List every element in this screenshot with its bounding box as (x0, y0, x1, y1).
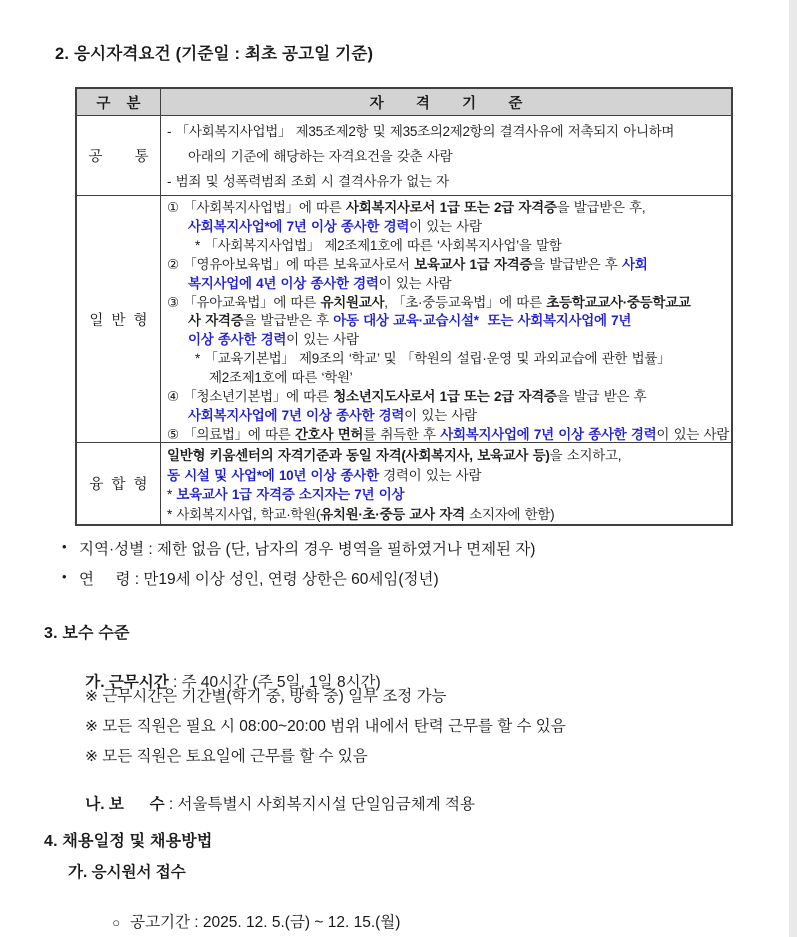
highlighted-text: 사회 (621, 256, 648, 272)
text-line (167, 312, 725, 331)
highlighted-text: 보육교사 1급 자격증 소지자는 7년 이상 (176, 487, 405, 502)
text-segment: 사회복지사로서 1급 또는 2급 자격증 (345, 200, 557, 215)
scrollbar-track[interactable] (789, 0, 797, 937)
highlighted-text: 사회복지사업*에 7년 이상 종사한 경력 (188, 218, 410, 234)
text-segment: 이 있는 사람 (378, 275, 452, 291)
text-line (167, 426, 729, 442)
bullet-icon: • (62, 539, 67, 554)
text-line (167, 275, 725, 294)
text-segment: ⑤ 「의료법」에 따른 (167, 426, 296, 442)
section-4-title: 4. 채용일정 및 채용방법 (44, 833, 213, 850)
text-line (167, 256, 725, 275)
text-line (167, 485, 725, 505)
row-content-common (161, 116, 731, 195)
text-segment: * 「사회복지사업법」 제2조제1호에 따른 ‘사회복지사업’을 말함 (195, 237, 562, 253)
pay-line (68, 774, 475, 832)
highlighted-text: 사회복지사업에 7년 이상 종사한 경력 (440, 426, 657, 442)
text-line (167, 169, 725, 194)
text-segment: 이 있는 사람 (409, 218, 482, 234)
text-segment: 보육교사 1급 자격증 (414, 256, 533, 272)
text-line (167, 331, 725, 350)
text-segment: * (167, 487, 177, 502)
table-header-gubun: 구 분 (77, 89, 161, 115)
text-line (167, 407, 725, 426)
table-row-common (77, 115, 731, 195)
text-line (167, 144, 725, 169)
bullet-text-region-gender: 지역·성별 : 제한 없음 (단, 남자의 경우 병역을 필하였거나 면제된 자) (79, 541, 536, 558)
text-line (167, 237, 725, 256)
highlighted-text: 복지사업에 4년 이상 종사한 경력 (188, 275, 379, 291)
work-hours-value: : 주 40시간 (주 5일, 1일 8시간) (168, 674, 381, 691)
bullet-text-age: 연 령 : 만19세 이상 성인, 연령 상한은 60세임(정년) (79, 571, 439, 588)
section-3-title: 3. 보수 수준 (44, 625, 130, 642)
circle-marker-icon: ○ (112, 915, 121, 930)
highlighted-text: 아동 대상 교육·교습시설* 또는 사회복지사업에 7년 (333, 313, 632, 329)
text-line (167, 218, 725, 237)
text-segment: - 「사회복지사업법」 제35조제2항 및 제35조의2제2항의 결격사유에 저촉되지 아니하며 (167, 124, 675, 139)
text-segment: 사 자격증 (188, 313, 244, 329)
text-segment: 를 취득한 후 (363, 426, 441, 442)
text-segment: 경력이 있는 사람 (383, 467, 482, 483)
text-segment: 유치원·초·중등 교사 자격 (320, 506, 465, 522)
text-segment: * 「교육기본법」 제9조의 ‘학교’ 및 「학원의 설립·운영 및 과외교습에 관한 법률」 (195, 351, 671, 367)
work-hours-label: 가. 근무시간 (85, 674, 169, 691)
text-segment: 제2조제1호에 따른 ‘학원’ (209, 370, 353, 386)
text-line (167, 388, 725, 407)
text-segment: - 범죄 및 성폭력범죄 조회 시 결격사유가 없는 자 (167, 174, 449, 189)
section-4-sub-title: 가. 응시원서 접수 (68, 864, 186, 881)
text-line (167, 294, 725, 313)
text-segment: * 사회복지사업, 학교·학원( (167, 506, 321, 522)
text-segment: 을 발급받은 후 (243, 313, 334, 329)
text-segment: ① 「사회복지사업법」에 따른 (167, 200, 346, 215)
highlighted-text: 동 시설 및 사업*에 10년 이상 종사한 (167, 467, 384, 483)
text-segment: 이 있는 사람 (286, 332, 359, 348)
text-segment: 청소년지도사로서 1급 또는 2급 자격증 (333, 389, 557, 405)
text-line (167, 350, 725, 369)
text-segment: ③ 「유아교육법」에 따른 (167, 294, 321, 310)
table-row-general (77, 195, 731, 442)
pay-label: 나. 보 수 (85, 796, 165, 813)
text-segment: 을 소지하고, (549, 448, 622, 463)
text-segment: 이 있는 사람 (656, 426, 729, 442)
bullet-item (62, 567, 439, 589)
bullet-icon: • (62, 569, 67, 584)
table-header-row (77, 89, 731, 115)
row-label-common: 공 통 (77, 116, 161, 195)
row-label-fusion: 융 합 형 (77, 443, 161, 524)
text-segment: ④ 「청소년기본법」에 따른 (167, 389, 334, 405)
table-header-criteria: 자 격 기 준 (369, 95, 523, 112)
notice-period-text: 공고기간 : 2025. 12. 5.(금) ~ 12. 15.(월) (130, 914, 401, 931)
text-line (167, 505, 725, 525)
table-row-fusion (77, 442, 731, 524)
note-line: ※ 근무시간은 기간별(학기 중, 방학 중) 일부 조정 가능 (85, 688, 447, 705)
text-segment: 이 있는 사람 (404, 407, 477, 423)
text-segment: , 「초·중등교육법」에 따른 (384, 294, 547, 310)
text-segment: 을 발급받은 후, (556, 200, 646, 215)
text-segment: 유치원교사 (320, 294, 385, 310)
text-segment: 을 발급 받은 후 (556, 389, 647, 405)
text-line (167, 199, 725, 218)
notice-period-line (95, 892, 400, 937)
pay-value: : 서울특별시 사회복지시설 단일임금체계 적용 (164, 796, 475, 813)
bullet-item (62, 537, 535, 559)
text-segment: 소지자에 한함) (464, 506, 555, 522)
text-segment: 아래의 기준에 해당하는 자격요건을 갖춘 사람 (188, 149, 453, 164)
row-content-fusion (161, 443, 731, 524)
note-line: ※ 모든 직원은 필요 시 08:00~20:00 범위 내에서 탄력 근무를 할 수 있음 (85, 718, 566, 735)
text-line (167, 466, 725, 486)
row-label-general: 일 반 형 (77, 196, 161, 442)
text-line (167, 369, 725, 388)
text-segment: ② 「영유아보육법」에 따른 보육교사로서 (167, 256, 415, 272)
text-segment: 일반형 키움센터의 자격기준과 동일 자격(사회복지사, 보육교사 등) (167, 448, 550, 463)
section-2-title: 2. 응시자격요건 (기준일 : 최초 공고일 기준) (55, 45, 374, 63)
row-content-general (161, 196, 731, 442)
text-line (167, 446, 725, 466)
text-segment: 간호사 면허 (295, 426, 364, 442)
text-segment: 초등학교교사·중등학교교 (546, 294, 691, 310)
text-line (167, 119, 725, 144)
highlighted-text: 사회복지사업에 7년 이상 종사한 경력 (188, 407, 405, 423)
text-segment: 을 발급받은 후 (532, 256, 622, 272)
highlighted-text: 이상 종사한 경력 (188, 332, 287, 348)
note-line: ※ 모든 직원은 토요일에 근무를 할 수 있음 (85, 748, 368, 765)
qualification-table (75, 87, 733, 526)
